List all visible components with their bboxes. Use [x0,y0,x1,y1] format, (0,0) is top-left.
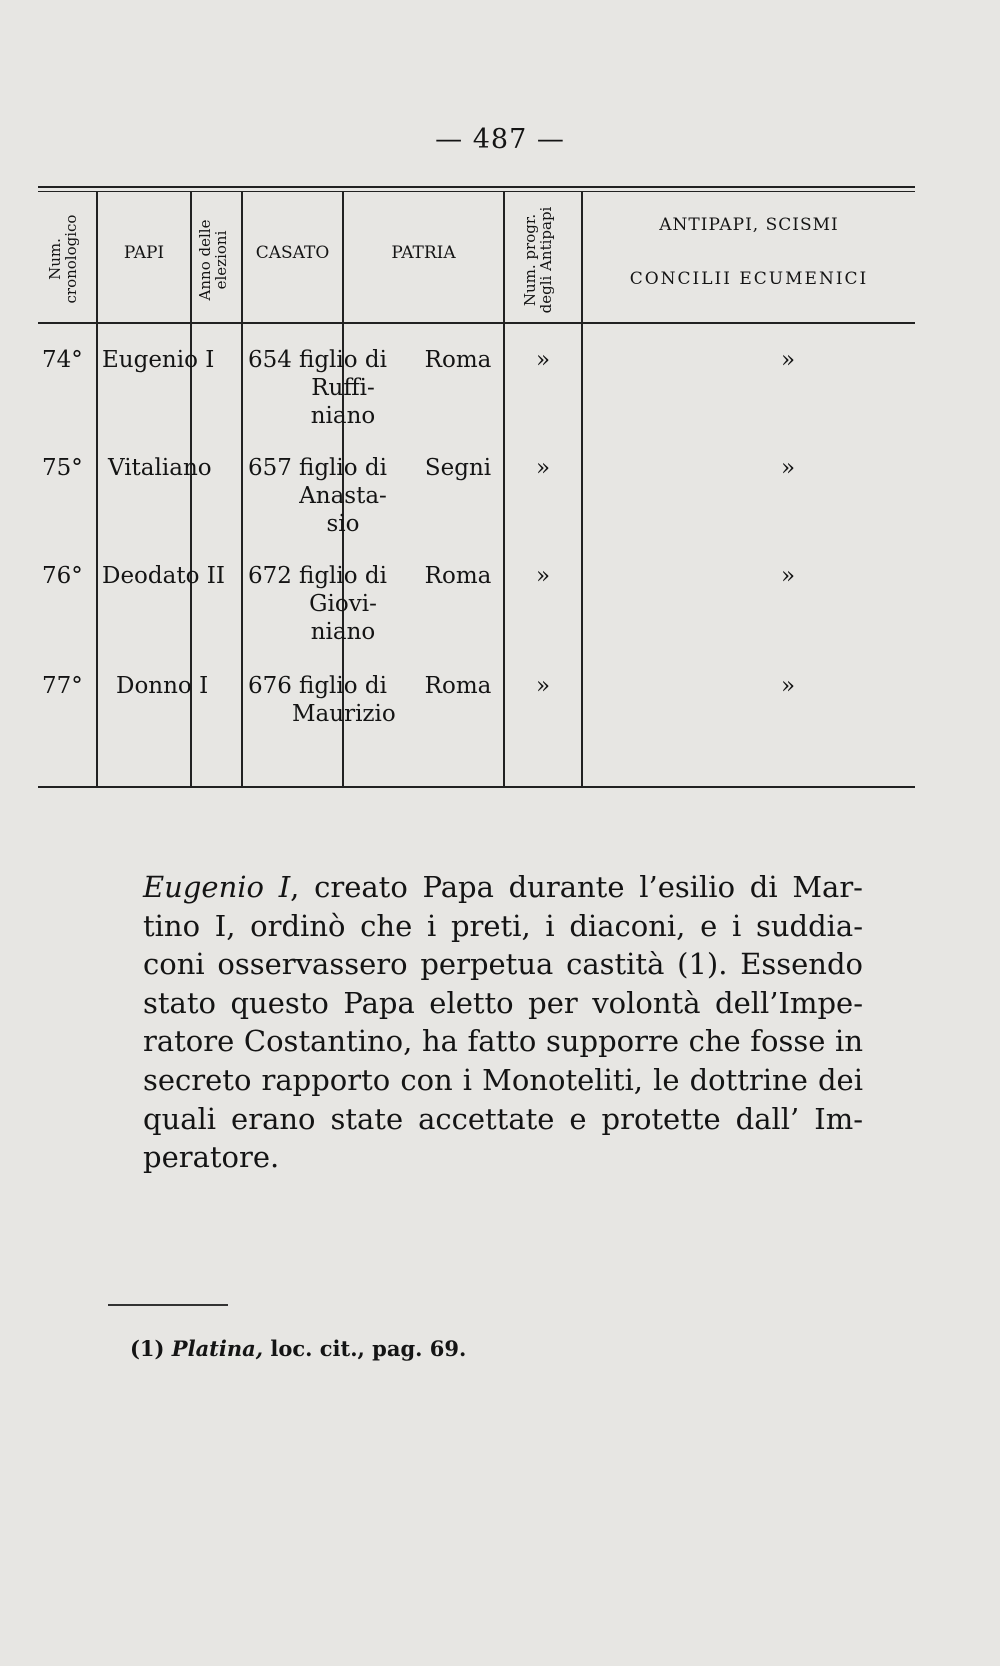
row-4-antipapi: » [780,673,796,699]
body-line-1-rest: , creato Papa durante l’esilio di Mar- [290,870,863,904]
row-4-num: 77° [42,673,83,699]
row-3-casato-3: niano [310,619,376,645]
table-top-rule [38,186,915,188]
row-2-casato-1: figlio di [298,455,387,481]
body-line-1 [143,868,863,907]
row-3-anno: 672 [248,563,292,589]
body-paragraph [143,868,863,1177]
row-2-casato-3: sio [326,511,360,537]
row-1-antipapi: » [780,347,796,373]
italic-lead: Eugenio I [143,870,291,904]
row-1-papa: Eugenio I [102,347,215,373]
row-2-casato-2: Anasta- [299,483,387,509]
footnote-author: Platina, [171,1336,264,1361]
row-3-casato-2: Giovi- [309,591,377,617]
row-2-antipapi-num: » [535,455,551,481]
row-4-casato-2: Maurizio [292,701,396,727]
header-antipapi-num: Num. progr. degli Antipapi [521,206,555,314]
header-anno: Anno delle elezioni [196,219,230,301]
row-1-patria: Roma [424,347,492,373]
table-top-rule-double [38,191,915,192]
body-line-3: coni osservassero perpetua castità (1). Essendo [143,947,863,982]
row-3-antipapi-num: » [535,563,551,589]
row-3-casato-1: figlio di [298,563,387,589]
header-concilii-ecumenici: CONCILII ECUMENICI [629,269,869,289]
popes-table [38,186,915,788]
header-patria: PATRIA [391,243,456,263]
row-2-anno: 657 [248,455,292,481]
col-divider-1 [96,192,98,786]
body-line-8: peratore. [143,1140,280,1175]
row-4-antipapi-num: » [535,673,551,699]
row-3-papa: Deodato II [102,563,225,589]
row-3-patria: Roma [424,563,492,589]
row-1-anno: 654 [248,347,292,373]
row-2-antipapi: » [780,455,796,481]
footnote [130,1336,466,1361]
header-antipapi-scismi: ANTIPAPI, SCISMI [659,215,839,235]
header-bottom-rule [38,322,915,324]
header-num-cronologico: Num. cronologico [46,214,80,304]
row-1-casato-3: niano [310,403,376,429]
row-4-anno: 676 [248,673,292,699]
footnote-marker: (1) [130,1336,165,1361]
row-4-papa: Donno I [116,673,209,699]
row-4-casato-1: figlio di [298,673,387,699]
col-divider-3 [241,192,243,786]
body-line-6: secreto rapporto con i Monoteliti, le dottrine dei [143,1062,863,1097]
row-1-casato-1: figlio di [298,347,387,373]
body-line-2: tino I, ordinò che i preti, i diaconi, e i suddia- [143,908,863,943]
header-papi: PAPI [123,243,165,263]
row-3-num: 76° [42,563,83,589]
row-4-patria: Roma [424,673,492,699]
body-line-5: ratore Costantino, ha fatto supporre che fosse in [143,1024,863,1059]
row-1-casato-2: Ruffi- [311,375,375,401]
row-1-antipapi-num: » [535,347,551,373]
body-line-4: stato questo Papa eletto per volontà dell’Impe- [143,985,863,1020]
row-2-num: 75° [42,455,83,481]
page-number: — 487 — [435,124,565,155]
body-line-7: quali erano state accettate e protette dall’ Im- [143,1101,863,1136]
row-2-papa: Vitaliano [108,455,212,481]
footnote-reference: loc. cit., pag. 69. [270,1336,467,1361]
row-1-num: 74° [42,347,83,373]
row-3-antipapi: » [780,563,796,589]
footnote-separator [108,1304,228,1306]
table-bottom-rule [38,786,915,788]
row-2-patria: Segni [424,455,492,481]
header-casato: CASATO [255,243,330,263]
